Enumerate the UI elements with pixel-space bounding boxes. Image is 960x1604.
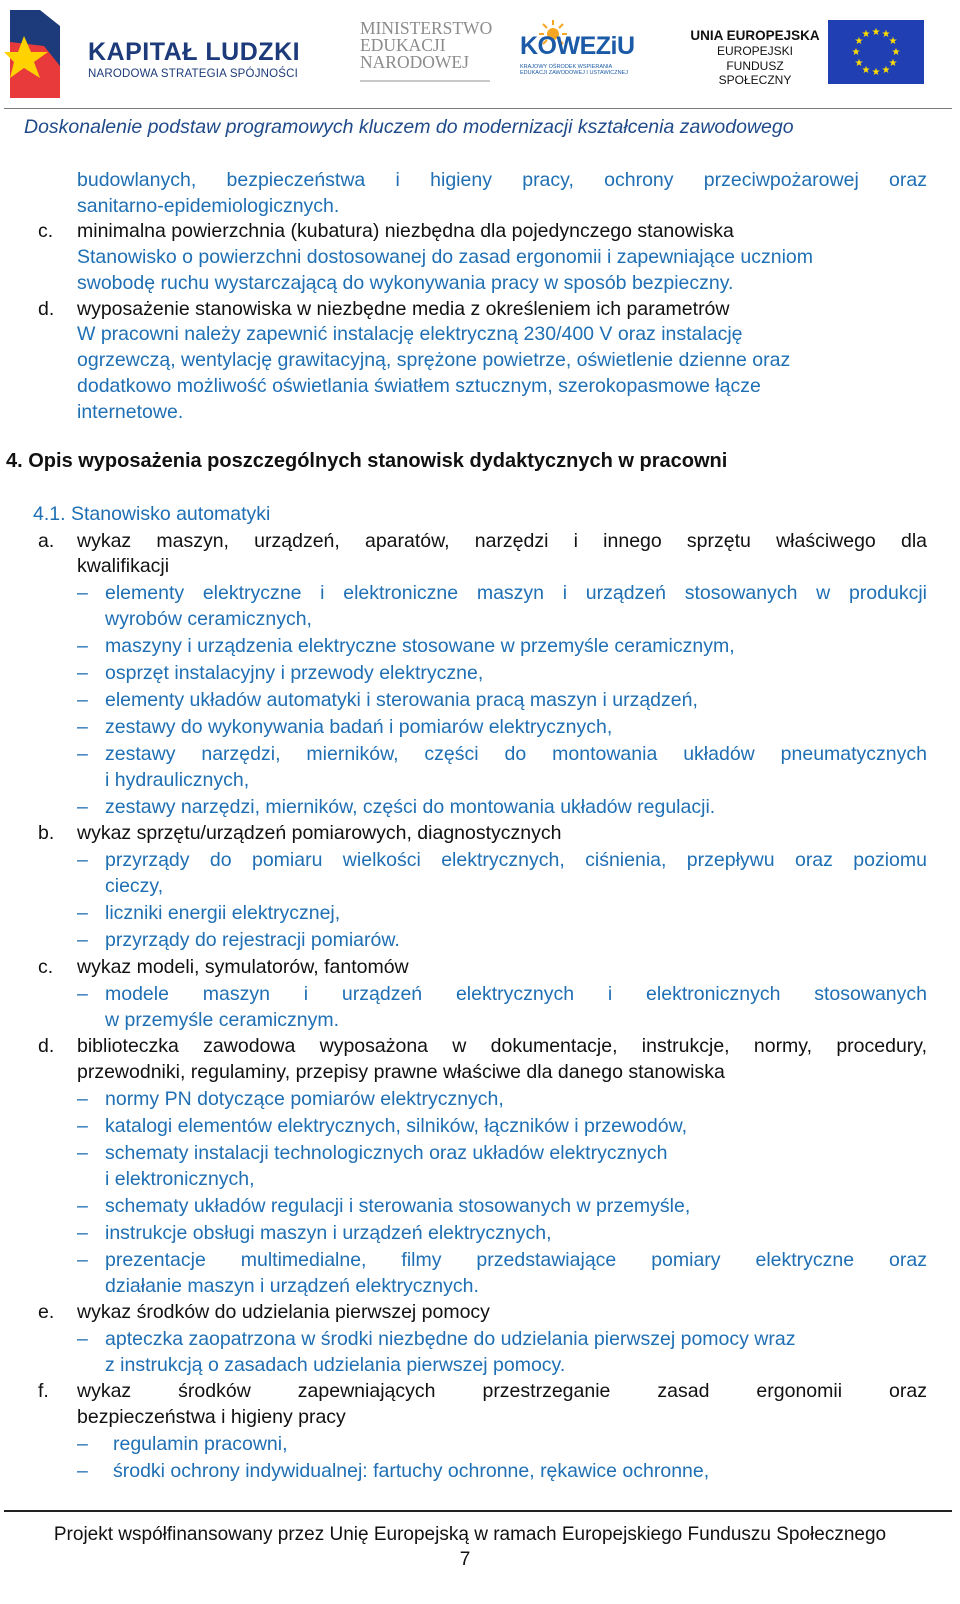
svg-text:★: ★ [881, 65, 891, 76]
men-line-1: MINISTERSTWO [360, 18, 493, 38]
list-a-dash-2: – [77, 635, 88, 657]
list-c-item-1-line-1: modele maszyn i urządzeń elektrycznych i elektronicznych stosowanych [105, 983, 927, 1005]
list-c-item-1-line-2: w przemyśle ceramicznym. [105, 1009, 340, 1031]
list-f-title-1: wykaz środków zapewniających przestrzeganie zasad ergonomii oraz [77, 1380, 927, 1402]
list-b-dash-3: – [77, 929, 88, 951]
list-b-item-1-line-1: przyrządy do pomiaru wielkości elektrycznych, ciśnienia, przepływu oraz poziomu [105, 849, 927, 871]
list-b-item-2: liczniki energii elektrycznej, [105, 902, 341, 924]
list-a-marker: a. [38, 530, 55, 552]
svg-text:★: ★ [888, 36, 898, 47]
list-b-marker: b. [38, 822, 55, 844]
ue-line-2: EUROPEJSKI [716, 44, 794, 58]
list-d-dash-1: – [77, 1088, 88, 1110]
list-e-dash-1: – [77, 1328, 88, 1350]
list-d-item-3-line-2: i elektronicznych, [105, 1168, 255, 1190]
ue-wordmark [690, 28, 820, 87]
list-a-dash-3: – [77, 662, 88, 684]
item-d-line-2: ogrzewczą, wentylację grawitacyjną, sprężone powietrze, oświetlenie dzienne oraz [77, 349, 791, 371]
list-d-item-6-line-2: działanie maszyn i urządzeń elektrycznych. [105, 1275, 479, 1297]
item-d-line-4: internetowe. [77, 401, 184, 423]
list-a-dash-7: – [77, 796, 88, 818]
list-f-item-1: regulamin pracowni, [113, 1433, 288, 1455]
svg-text:★: ★ [851, 47, 861, 58]
list-d-dash-5: – [77, 1222, 88, 1244]
list-a-item-6-line-2: i hydraulicznych, [105, 769, 250, 791]
list-d-item-5: instrukcje obsługi maszyn i urządzeń elektrycznych, [105, 1222, 552, 1244]
list-d-dash-6: – [77, 1249, 88, 1271]
svg-text:★: ★ [854, 36, 864, 47]
list-d-marker: d. [38, 1035, 55, 1057]
kapital-ludzki-wordmark [88, 38, 300, 80]
item-c-marker: c. [38, 220, 54, 242]
svg-text:★: ★ [854, 58, 864, 69]
section-4-heading: 4. Opis wyposażenia poszczególnych stanowisk dydaktycznych w pracowni [6, 450, 728, 472]
footer-text: Projekt współfinansowany przez Unię Europejską w ramach Europejskiego Funduszu Społecznego [53, 1524, 887, 1545]
svg-text:★: ★ [871, 27, 881, 38]
list-e-title: wykaz środków do udzielania pierwszej pomocy [77, 1301, 490, 1323]
kl-title: KAPITAŁ LUDZKI [88, 38, 301, 66]
list-f-dash-2: – [77, 1460, 88, 1482]
men-underline [360, 80, 490, 82]
item-c-line-2: swobodę ruchu wystarczającą do wykonywania pracy w sposób bezpieczny. [77, 272, 734, 294]
list-c-title: wykaz modeli, symulatorów, fantomów [77, 956, 409, 978]
header-divider [4, 108, 952, 109]
list-f-item-2: środki ochrony indywidualnej: fartuchy ochronne, rękawice ochronne, [113, 1460, 710, 1482]
list-a-item-6-line-1: zestawy narzędzi, mierników, części do montowania układów pneumatycznych [105, 743, 927, 765]
document-subtitle: Doskonalenie podstaw programowych kluczem do modernizacji kształcenia zawodowego [24, 116, 794, 138]
svg-text:★: ★ [861, 29, 871, 40]
item-c-line-1: Stanowisko o powierzchni dostosowanej do zasad ergonomii i zapewniające uczniom [77, 246, 813, 268]
list-a-item-1-line-1: elementy elektryczne i elektroniczne maszyn i urządzeń stosowanych w produkcji [105, 582, 927, 604]
page-number: 7 [459, 1549, 471, 1570]
koweziu-logo [520, 20, 640, 80]
list-a-item-7: zestawy narzędzi, mierników, części do montowania układów regulacji. [105, 796, 716, 818]
list-a-item-1-line-2: wyrobów ceramicznych, [105, 608, 312, 630]
list-d-dash-2: – [77, 1115, 88, 1137]
item-d-line-3: dodatkowo możliwość oświetlania światłem sztucznym, szerokopasmowe łącze [77, 375, 761, 397]
list-e-marker: e. [38, 1301, 55, 1323]
subsection-title: Stanowisko automatyki [70, 503, 271, 525]
item-d-title: wyposażenie stanowiska w niezbędne media z określeniem ich parametrów [77, 298, 730, 320]
item-d-marker: d. [38, 298, 55, 320]
koweziu-wordmark: KOWEZiU [520, 32, 635, 60]
list-d-title-1: biblioteczka zawodowa wyposażona w dokumentacje, instrukcje, normy, procedury, [77, 1035, 927, 1057]
men-line-2: EDUKACJI [360, 35, 446, 55]
list-a-item-2: maszyny i urządzenia elektryczne stosowane w przemyśle ceramicznym, [105, 635, 735, 657]
list-f-title-2: bezpieczeństwa i higieny pracy [77, 1406, 346, 1428]
list-b-title: wykaz sprzętu/urządzeń pomiarowych, diagnostycznych [77, 822, 562, 844]
svg-text:★: ★ [861, 65, 871, 76]
list-b-dash-1: – [77, 849, 88, 871]
subsection-number: 4.1. [33, 503, 66, 525]
list-d-item-4: schematy układów regulacji i sterowania stosowanych w przemyśle, [105, 1195, 691, 1217]
koweziu-subtitle: KRAJOWY OŚRODEK WSPIERANIA EDUKACJI ZAWODOWEJ I USTAWICZNEJ [520, 64, 628, 76]
continuation-line-2: sanitarno-epidemiologicznych. [77, 195, 340, 217]
list-b-item-1-line-2: cieczy, [105, 875, 164, 897]
svg-text:★: ★ [871, 67, 881, 78]
list-a-title-2: kwalifikacji [77, 555, 170, 577]
kapital-ludzki-logo-icon [4, 6, 64, 102]
list-d-item-3-line-1: schematy instalacji technologicznych oraz układów elektrycznych [105, 1142, 668, 1164]
kl-subtitle: NARODOWA STRATEGIA SPÓJNOŚCI [88, 68, 299, 80]
list-d-item-2: katalogi elementów elektrycznych, silników, łączników i przewodów, [105, 1115, 688, 1137]
eu-flag-icon [828, 20, 924, 84]
item-d-line-1: W pracowni należy zapewnić instalację elektryczną 230/400 V oraz instalację [77, 323, 743, 345]
subsection-heading [33, 501, 270, 527]
ue-line-1: UNIA EUROPEJSKA [690, 28, 820, 43]
list-a-title-1: wykaz maszyn, urządzeń, aparatów, narzędzi i innego sprzętu właściwego dla [77, 530, 927, 552]
list-b-dash-2: – [77, 902, 88, 924]
svg-text:★: ★ [888, 58, 898, 69]
list-d-item-6-line-1: prezentacje multimedialne, filmy przedstawiające pomiary elektryczne oraz [105, 1249, 927, 1271]
continuation-line-1: budowlanych, bezpieczeństwa i higieny pracy, ochrony przeciwpożarowej oraz [77, 169, 927, 191]
list-f-marker: f. [38, 1380, 49, 1402]
list-d-dash-3: – [77, 1142, 88, 1164]
list-a-dash-6: – [77, 743, 88, 765]
men-line-3: NARODOWEJ [360, 52, 469, 72]
list-d-item-1: normy PN dotyczące pomiarów elektrycznych, [105, 1088, 504, 1110]
list-f-dash-1: – [77, 1433, 88, 1455]
list-a-dash-5: – [77, 716, 88, 738]
svg-text:★: ★ [881, 29, 891, 40]
list-a-item-3: osprzęt instalacyjny i przewody elektryczne, [105, 662, 484, 684]
item-c-title: minimalna powierzchnia (kubatura) niezbędna dla pojedynczego stanowiska [77, 220, 734, 242]
list-c-dash-1: – [77, 983, 88, 1005]
men-logo [360, 20, 492, 71]
list-a-item-4: elementy układów automatyki i sterowania pracą maszyn i urządzeń, [105, 689, 698, 711]
list-d-title-2: przewodniki, regulaminy, przepisy prawne właściwe dla danego stanowiska [77, 1061, 725, 1083]
list-c-marker: c. [38, 956, 54, 978]
header-logos [0, 0, 960, 108]
list-a-item-5: zestawy do wykonywania badań i pomiarów elektrycznych, [105, 716, 613, 738]
list-e-item-1-line-2: z instrukcją o zasadach udzielania pierwszej pomocy. [105, 1354, 566, 1376]
list-a-dash-1: – [77, 582, 88, 604]
list-d-dash-4: – [77, 1195, 88, 1217]
svg-text:★: ★ [891, 47, 901, 58]
list-a-dash-4: – [77, 689, 88, 711]
list-b-item-3: przyrządy do rejestracji pomiarów. [105, 929, 400, 951]
footer-divider [4, 1510, 952, 1512]
ue-line-3: FUNDUSZ SPOŁECZNY [718, 59, 792, 87]
list-e-item-1-line-1: apteczka zaopatrzona w środki niezbędne do udzielania pierwszej pomocy wraz [105, 1328, 796, 1350]
